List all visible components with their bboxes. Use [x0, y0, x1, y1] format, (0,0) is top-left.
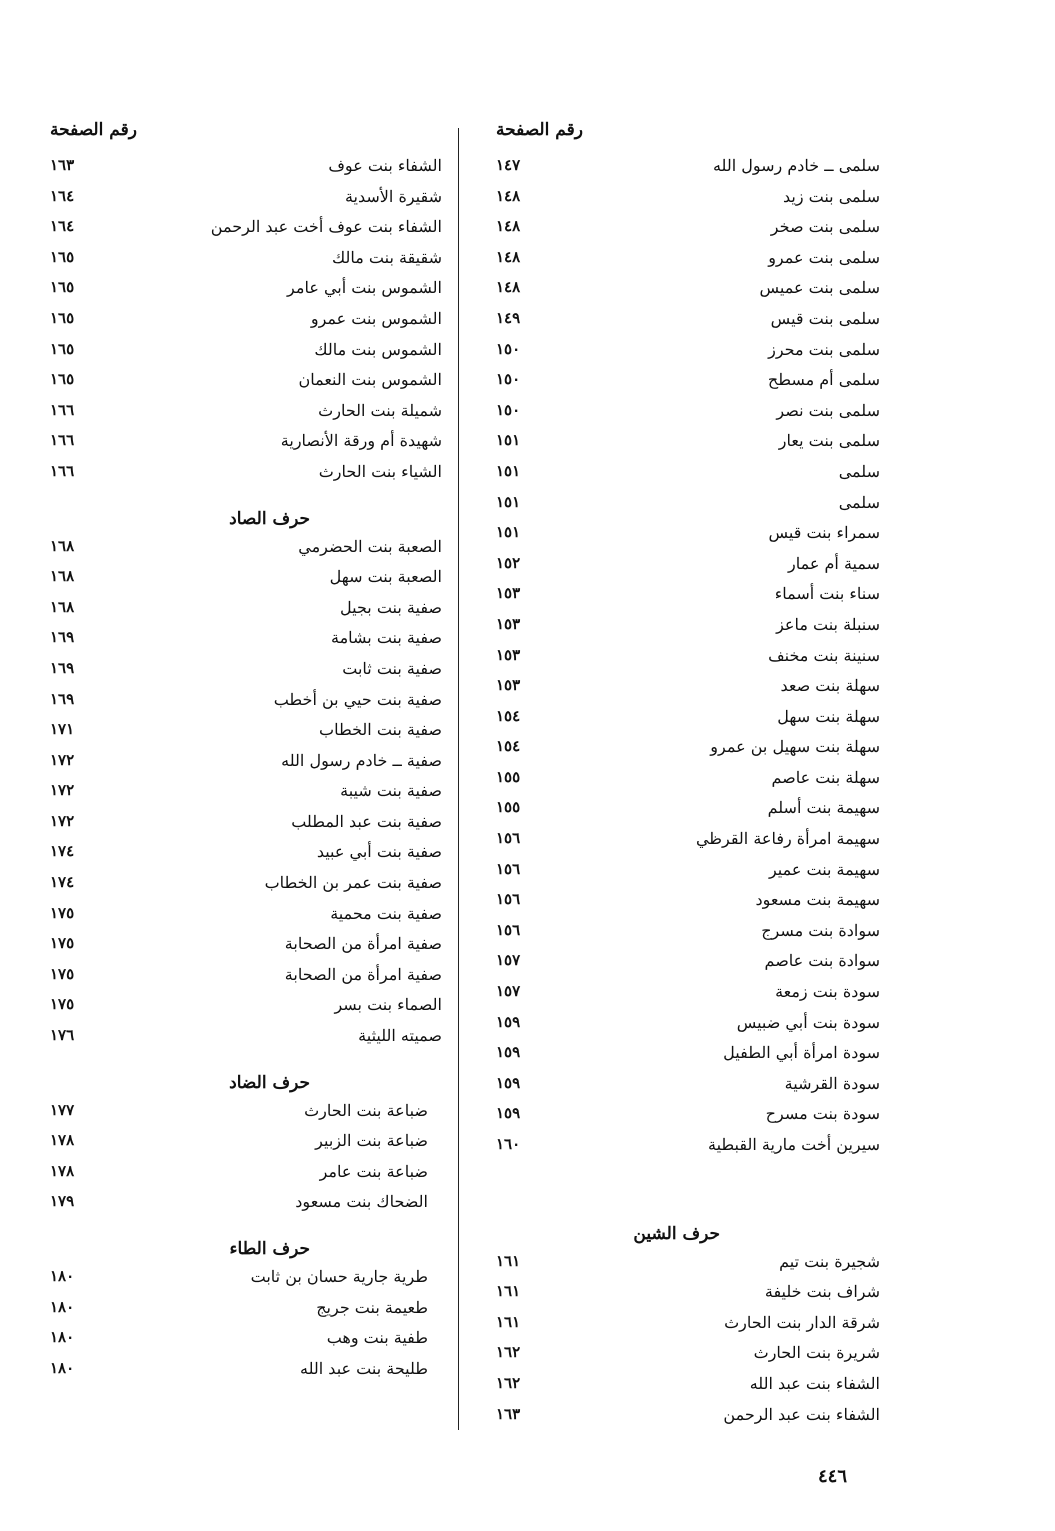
entry-name: صفية ــ خادم رسول الله — [281, 750, 442, 770]
entry-name: الشفاء بنت عبد الله — [749, 1373, 880, 1393]
entry-page-number: ١٥٦ — [496, 859, 521, 878]
index-entry — [478, 794, 880, 825]
entry-page-number: ١٦٥ — [50, 370, 75, 389]
entries-shin-cont — [38, 152, 450, 489]
entry-page-number: ١٧٥ — [50, 903, 75, 922]
entry-name: الصعبة بنت الحضرمي — [298, 536, 442, 556]
entry-name: الشفاء بنت عبد الرحمن — [723, 1404, 880, 1424]
entry-page-number: ١٥٢ — [496, 553, 521, 572]
index-entry — [38, 397, 450, 428]
entry-name: سهيمة بنت مسعود — [755, 890, 880, 910]
entry-page-number: ١٥١ — [496, 461, 521, 480]
entry-page-number: ١٦١ — [496, 1282, 521, 1301]
entry-name: شقيقة بنت مالك — [332, 247, 442, 267]
entry-page-number: ١٥٣ — [496, 676, 521, 695]
entry-page-number: ١٦٩ — [50, 658, 75, 677]
index-entry — [38, 336, 450, 367]
entry-name: سمية أم عمار — [788, 553, 880, 573]
entry-name: سودة بنت مسرح — [765, 1104, 880, 1124]
entry-page-number: ١٨٠ — [50, 1267, 75, 1285]
entry-name: سلمى — [838, 461, 880, 481]
entry-name: سلمى بنت عمرو — [768, 247, 880, 267]
index-entry — [38, 1324, 450, 1355]
entry-page-number: ١٤٨ — [496, 247, 521, 266]
entry-page-number: ١٦٦ — [50, 461, 75, 480]
entry-name: طعيمة بنت جريج — [316, 1297, 428, 1317]
index-entry — [478, 1070, 880, 1101]
index-entry — [38, 900, 450, 931]
entry-page-number: ١٥٧ — [496, 982, 521, 1001]
entry-name: الشياء بنت الحارث — [318, 461, 442, 481]
index-entry — [38, 1158, 450, 1189]
index-entry — [478, 519, 880, 550]
entry-page-number: ١٧٥ — [50, 995, 75, 1014]
entry-name: سودة بنت زمعة — [775, 982, 880, 1002]
index-entry — [478, 856, 880, 887]
entry-page-number: ١٥٦ — [496, 920, 521, 939]
entry-page-number: ١٤٨ — [496, 278, 521, 297]
index-entry — [38, 930, 450, 961]
index-entry — [478, 336, 880, 367]
entry-page-number: ١٥٠ — [496, 400, 521, 419]
entry-page-number: ١٦٩ — [50, 628, 75, 647]
index-entry — [478, 947, 880, 978]
entry-page-number: ١٧٢ — [50, 781, 75, 800]
page-number-header — [478, 120, 880, 152]
index-entry — [38, 427, 450, 458]
entry-page-number: ١٦٥ — [50, 247, 75, 266]
index-entry — [478, 366, 880, 397]
index-entry — [478, 427, 880, 458]
entry-name: صميته الليثية — [358, 1026, 442, 1046]
entry-name: سهلة بنت سهيل بن عمرو — [710, 737, 880, 757]
entries-sin — [478, 152, 880, 1162]
entry-page-number: ١٥١ — [496, 492, 521, 511]
index-entry — [38, 244, 450, 275]
entry-name: الشموس بنت مالك — [314, 339, 442, 359]
entry-page-number: ١٥٤ — [496, 737, 521, 756]
entry-page-number: ١٥١ — [496, 523, 521, 542]
entry-name: سيرين أخت مارية القبطية — [708, 1135, 880, 1154]
entry-name: صفية امرأة من الصحابة — [284, 934, 442, 954]
entry-page-number: ١٨٠ — [50, 1358, 75, 1377]
index-entry — [38, 274, 450, 305]
index-entry — [38, 655, 450, 686]
entry-name: سهلة بنت صعد — [780, 676, 880, 696]
page-number-header-label: رقم الصفحة — [496, 120, 583, 140]
entries-shin-start — [478, 1248, 880, 1432]
entry-page-number: ١٤٩ — [496, 308, 521, 327]
index-entry — [38, 366, 450, 397]
index-entry — [38, 961, 450, 992]
entry-name: سودة امرأة أبي الطفيل — [723, 1043, 880, 1063]
entry-name: الصماء بنت بسر — [334, 995, 442, 1015]
entry-name: صفية بنت أبي عبيد — [316, 842, 442, 862]
index-entry — [38, 213, 450, 244]
index-entry — [478, 1131, 880, 1162]
index-entry — [38, 1127, 450, 1158]
index-entry — [478, 274, 880, 305]
entry-name: ضباعة بنت الحارث — [304, 1100, 428, 1120]
entry-name: صفية بنت عمر بن الخطاب — [264, 873, 442, 893]
entry-page-number: ١٦٢ — [496, 1343, 521, 1362]
index-entry — [38, 777, 450, 808]
entry-page-number: ١٧٢ — [50, 750, 75, 769]
entry-name: شرقة الدار بنت الحارث — [724, 1312, 880, 1332]
entry-page-number: ١٦٥ — [50, 278, 75, 297]
section-title-dad: حرف الضاد — [229, 1072, 310, 1093]
index-entry — [478, 1339, 880, 1370]
entry-name: صفية بنت شيبة — [340, 781, 442, 801]
entry-page-number: ١٦٤ — [50, 186, 75, 205]
entry-page-number: ١٧٤ — [50, 842, 75, 861]
entry-name: سلمى بنت محرز — [768, 339, 880, 359]
entry-name: صفية بنت بشامة — [331, 628, 442, 648]
index-entry — [478, 213, 880, 244]
index-entry — [478, 886, 880, 917]
entry-page-number: ١٧٩ — [50, 1192, 75, 1211]
index-entry — [38, 869, 450, 900]
index-entry — [478, 397, 880, 428]
entry-page-number: ١٨٠ — [50, 1297, 75, 1316]
index-entry — [38, 808, 450, 839]
index-entry — [38, 1022, 450, 1053]
entry-name: شميلة بنت الحارث — [318, 400, 442, 420]
index-entry — [478, 825, 880, 856]
index-entry — [478, 703, 880, 734]
entry-page-number: ١٦٠ — [496, 1135, 521, 1153]
entry-name: شراف بنت خليفة — [764, 1282, 880, 1302]
entry-name: سلمى بنت نصر — [776, 400, 880, 420]
index-entry — [478, 1039, 880, 1070]
index-entry — [38, 458, 450, 489]
index-entry — [478, 580, 880, 611]
entry-name: سهيمة بنت عمير — [768, 859, 880, 879]
entry-page-number: ١٥٦ — [496, 829, 521, 848]
entry-name: سوادة بنت عاصم — [764, 951, 880, 971]
index-entry — [478, 1278, 880, 1309]
entry-name: طرية جارية حسان بن ثابت — [250, 1267, 428, 1286]
index-entry — [478, 458, 880, 489]
index-entry — [38, 1097, 450, 1128]
index-entry — [38, 1294, 450, 1325]
index-entry — [478, 672, 880, 703]
entry-page-number: ١٦٨ — [50, 536, 75, 555]
entry-name: ضباعة بنت عامر — [319, 1161, 428, 1181]
entry-page-number: ١٨٠ — [50, 1328, 75, 1347]
entry-page-number: ١٥٣ — [496, 645, 521, 664]
entry-page-number: ١٧٥ — [50, 964, 75, 983]
index-entry — [38, 838, 450, 869]
index-entry — [38, 183, 450, 214]
entry-name: شهيدة أم ورقة الأنصارية — [280, 431, 442, 451]
entry-name: صفية امرأة من الصحابة — [284, 964, 442, 984]
right-column — [478, 120, 880, 1431]
entries-dad — [38, 1097, 450, 1219]
entry-name: الشموس بنت عمرو — [310, 308, 442, 328]
entry-name: شجيرة بنت تيم — [779, 1251, 880, 1271]
entry-name: الشفاء بنت عوف — [328, 156, 442, 175]
entry-name: سلمى بنت قيس — [770, 308, 880, 328]
index-entry — [478, 764, 880, 795]
entry-name: صفية بنت الخطاب — [319, 720, 442, 740]
column-divider — [458, 128, 459, 1430]
entry-name: سهلة بنت عاصم — [771, 767, 880, 787]
entry-page-number: ١٧٦ — [50, 1026, 75, 1045]
entry-page-number: ١٦٩ — [50, 689, 75, 708]
index-entry — [478, 152, 880, 183]
index-entry — [478, 1370, 880, 1401]
index-entry — [478, 244, 880, 275]
entry-page-number: ١٥٥ — [496, 767, 521, 786]
entry-page-number: ١٥٠ — [496, 370, 521, 389]
section-title-shin: حرف الشين — [633, 1223, 720, 1244]
index-entry — [478, 642, 880, 673]
index-entry — [478, 1401, 880, 1432]
entry-page-number: ١٦٤ — [50, 217, 75, 236]
entry-name: طفية بنت وهب — [326, 1328, 428, 1348]
entry-page-number: ١٦٥ — [50, 308, 75, 327]
entry-name: صفية بنت ثابت — [342, 658, 442, 678]
entry-page-number: ١٧٨ — [50, 1131, 75, 1150]
entry-name: سودة القرشية — [784, 1073, 880, 1093]
entry-page-number: ١٤٧ — [496, 156, 521, 174]
entry-name: صفية بنت محمية — [330, 903, 442, 923]
entry-page-number: ١٦٨ — [50, 597, 75, 616]
entry-name: سناء بنت أسماء — [774, 584, 880, 604]
entry-page-number: ١٦٦ — [50, 400, 75, 419]
index-entry — [38, 747, 450, 778]
entry-page-number: ١٦٦ — [50, 431, 75, 450]
entry-page-number: ١٥٧ — [496, 951, 521, 970]
left-column — [38, 120, 450, 1385]
entry-name: الصعبة بنت سهل — [329, 567, 442, 587]
index-entry — [38, 1188, 450, 1219]
entry-name: شريرة بنت الحارث — [753, 1343, 880, 1363]
entry-name: سهلة بنت سهل — [777, 706, 880, 726]
entry-name: سلمى — [838, 492, 880, 512]
entry-page-number: ١٥٩ — [496, 1043, 521, 1062]
entry-name: الشموس بنت أبي عامر — [287, 278, 442, 298]
page-number-header — [38, 120, 450, 152]
entry-page-number: ١٤٨ — [496, 217, 521, 236]
entry-page-number: ١٥٩ — [496, 1073, 521, 1092]
index-entry — [38, 716, 450, 747]
index-entry — [478, 978, 880, 1009]
section-title-sad: حرف الصاد — [229, 508, 310, 529]
index-entry — [38, 991, 450, 1022]
page-number: ٤٤٦ — [818, 1466, 848, 1487]
entry-name: الشموس بنت النعمان — [298, 370, 442, 390]
entry-page-number: ١٧٨ — [50, 1161, 75, 1180]
entry-page-number: ١٥٩ — [496, 1104, 521, 1123]
entry-name: سنبلة بنت ماعز — [776, 614, 880, 634]
entries-sad — [38, 533, 450, 1053]
index-entry — [478, 1248, 880, 1279]
index-entry — [38, 1263, 450, 1294]
entry-page-number: ١٧١ — [50, 720, 75, 739]
entry-name: سوادة بنت مسرج — [761, 920, 880, 940]
entry-name: سهيمة بنت أسلم — [767, 798, 880, 818]
entry-name: ضباعة بنت الزبير — [315, 1131, 428, 1151]
entry-name: سهيمة امرأة رفاعة القرظي — [695, 829, 880, 849]
entry-page-number: ١٥١ — [496, 431, 521, 450]
index-entry — [478, 183, 880, 214]
entry-page-number: ١٥٣ — [496, 614, 521, 633]
entry-page-number: ١٧٥ — [50, 934, 75, 953]
entry-page-number: ١٦٣ — [50, 156, 75, 174]
entry-page-number: ١٦٨ — [50, 567, 75, 586]
entry-page-number: ١٦١ — [496, 1251, 521, 1270]
entries-ta — [38, 1263, 450, 1385]
index-entry — [478, 550, 880, 581]
index-entry — [38, 533, 450, 564]
entry-name: صفية بنت بجيل — [340, 597, 442, 617]
entry-name: صفية بنت عبد المطلب — [291, 811, 442, 831]
entry-page-number: ١٦٥ — [50, 339, 75, 358]
index-entry — [478, 611, 880, 642]
entry-name: سمراء بنت قيس — [768, 523, 880, 543]
entry-name: صفية بنت حيي بن أخطب — [273, 689, 442, 709]
entry-page-number: ١٥٦ — [496, 890, 521, 909]
entry-name: سنينة بنت مخنف — [768, 645, 880, 665]
index-entry — [478, 1009, 880, 1040]
entry-page-number: ١٧٤ — [50, 873, 75, 892]
entry-name: سلمى بنت عميس — [759, 278, 880, 298]
entry-name: سلمى بنت صخر — [770, 217, 880, 237]
index-entry — [38, 152, 450, 183]
index-entry — [38, 624, 450, 655]
entry-page-number: ١٥٥ — [496, 798, 521, 817]
index-entry — [38, 305, 450, 336]
entry-name: سلمى ــ خادم رسول الله — [712, 156, 880, 175]
index-entry — [38, 686, 450, 717]
entry-name: سودة بنت أبي ضبيس — [736, 1012, 880, 1032]
entry-page-number: ١٧٢ — [50, 811, 75, 830]
entry-name: الشفاء بنت عوف أخت عبد الرحمن — [210, 217, 442, 237]
entry-page-number: ١٤٨ — [496, 186, 521, 205]
entry-page-number: ١٦١ — [496, 1312, 521, 1331]
entry-page-number: ١٦٢ — [496, 1373, 521, 1392]
entry-page-number: ١٧٧ — [50, 1100, 75, 1119]
index-entry — [38, 594, 450, 625]
entry-page-number: ١٥٠ — [496, 339, 521, 358]
entry-name: سلمى بنت زيد — [782, 186, 880, 206]
entry-page-number: ١٦٣ — [496, 1404, 521, 1423]
page-number-header-label: رقم الصفحة — [50, 120, 137, 140]
entry-name: سلمى بنت يعار — [778, 431, 880, 451]
index-entry — [38, 563, 450, 594]
index-entry — [478, 1309, 880, 1340]
index-entry — [478, 1100, 880, 1131]
entry-page-number: ١٥٣ — [496, 584, 521, 603]
entry-name: الضحاك بنت مسعود — [295, 1192, 428, 1212]
section-title-ta: حرف الطاء — [229, 1239, 310, 1259]
index-entry — [478, 305, 880, 336]
entry-name: شقيرة الأسدية — [344, 186, 442, 206]
entry-page-number: ١٥٩ — [496, 1012, 521, 1031]
index-entry — [478, 733, 880, 764]
index-entry — [478, 917, 880, 948]
entry-name: سلمى أم مسطح — [767, 370, 880, 390]
entry-page-number: ١٥٤ — [496, 706, 521, 725]
index-entry — [478, 489, 880, 520]
entry-name: طليحة بنت عبد الله — [300, 1358, 428, 1378]
index-entry — [38, 1355, 450, 1386]
